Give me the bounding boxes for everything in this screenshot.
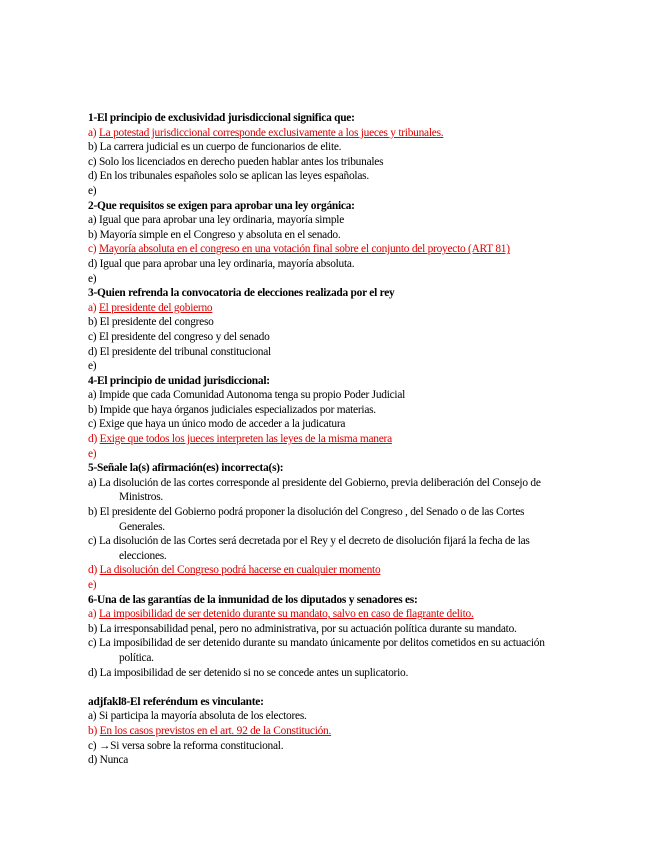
option-letter: a): [88, 608, 97, 621]
option-text: La disolución del Congreso podrá hacerse en cualquier momento: [99, 564, 381, 577]
question-1-option-b: [88, 140, 548, 155]
option-text: La imposibilidad de ser detenido durante su mandato únicamente por delitos cometidos en su actuación política.: [98, 637, 545, 664]
question-4-option-d: [88, 432, 548, 447]
question-5-option-e: [88, 578, 548, 593]
question-3-option-d: [88, 345, 548, 360]
blank-line: [88, 680, 548, 695]
question-2-option-e: [88, 272, 548, 287]
question-2-option-b: [88, 228, 548, 243]
option-letter: e): [88, 184, 97, 197]
option-letter: c): [88, 535, 97, 548]
question-5-option-d: [88, 563, 548, 578]
option-text: Nunca: [99, 754, 129, 767]
option-text: La disolución de las cortes corresponde al presidente del Gobierno, previa deliberación del Consejo de Ministros.: [98, 476, 541, 504]
option-text: En los casos previstos en el art. 92 de la Constitución.: [99, 724, 332, 737]
question-5-title: 5-Señale la(s) afirmación(es) incorrecta(s):: [88, 462, 284, 475]
option-letter: a): [88, 301, 97, 314]
question-1-title: 1-El principio de exclusividad jurisdiccional significa que:: [88, 112, 355, 124]
option-text: El presidente del Gobierno podrá proponer la disolución del Congreso , del Senado o de las Cortes Generales.: [99, 506, 525, 533]
question-3-option-c: [88, 330, 548, 345]
question-4-option-c: [88, 417, 548, 432]
question-6-option-b: [88, 622, 548, 637]
option-text: Igual que para aprobar una ley ordinaria, mayoría simple: [98, 214, 344, 227]
question-5-option-c: [88, 534, 548, 563]
question-2-title: 2-Que requisitos se exigen para aprobar una ley orgánica:: [88, 199, 355, 212]
question-4-option-e: [88, 447, 548, 462]
option-text: La imposibilidad de ser detenido durante su mandato, salvo en caso de flagrante delito.: [98, 608, 474, 621]
question-4-option-a: [88, 388, 548, 403]
question-5-option-a: [88, 476, 548, 505]
option-letter: d): [88, 170, 97, 183]
question-6-title: 6-Una de las garantías de la inmunidad de los diputados y senadores es:: [88, 593, 418, 606]
option-letter: c): [88, 637, 97, 650]
question-6-option-c: [88, 636, 548, 665]
option-letter: d): [88, 345, 97, 358]
option-letter: b): [88, 724, 97, 737]
option-text: Mayoría simple en el Congreso y absoluta en el senado.: [99, 228, 341, 241]
question-7-title: adjfakl8-El referéndum es vinculante:: [88, 695, 264, 708]
option-letter: d): [88, 433, 97, 446]
option-letter: a): [88, 476, 97, 489]
option-letter: d): [88, 754, 97, 767]
option-text: Impide que haya órganos judiciales especializados por materias.: [99, 403, 376, 416]
option-letter: e): [88, 272, 97, 285]
question-2-option-c: [88, 242, 548, 257]
question-7-option-c: [88, 739, 548, 754]
question-1-option-e: [88, 184, 548, 199]
option-letter: c): [88, 418, 97, 431]
question-1-option-a: [88, 126, 548, 141]
option-letter: c): [88, 739, 97, 752]
option-letter: e): [88, 447, 97, 460]
question-3-option-e: [88, 359, 548, 374]
option-text: Si participa la mayoría absoluta de los electores.: [98, 710, 307, 723]
option-letter: a): [88, 126, 97, 139]
question-4-title: 4-El principio de unidad jurisdiccional:: [88, 374, 270, 387]
option-text: →Si versa sobre la reforma constitucional.: [98, 739, 284, 752]
option-text: El presidente del gobierno: [98, 301, 213, 314]
option-text: El presidente del congreso y del senado: [98, 330, 270, 343]
option-text: La imposibilidad de ser detenido si no se concede antes un suplicatorio.: [99, 666, 409, 679]
question-2-option-d: [88, 257, 548, 272]
option-letter: b): [88, 141, 97, 154]
option-letter: a): [88, 710, 97, 723]
option-text: La irresponsabilidad penal, pero no administrativa, por su actuación política durante su mandato.: [99, 622, 517, 635]
question-3-option-b: [88, 315, 548, 330]
option-text: La disolución de las Cortes será decretada por el Rey y el decreto de disolución fijará la fecha de las elecciones.: [98, 535, 530, 562]
question-6-option-a: [88, 607, 548, 622]
option-letter: b): [88, 506, 97, 519]
option-letter: b): [88, 403, 97, 416]
question-5-option-b: [88, 505, 548, 534]
question-7-option-d: [88, 753, 548, 768]
option-letter: b): [88, 316, 97, 329]
option-letter: b): [88, 228, 97, 241]
option-letter: e): [88, 360, 97, 373]
option-letter: c): [88, 330, 97, 343]
option-text: Impide que cada Comunidad Autonoma tenga su propio Poder Judicial: [98, 389, 406, 402]
option-text: La carrera judicial es un cuerpo de funcionarios de elite.: [99, 141, 342, 154]
option-letter: d): [88, 257, 97, 270]
option-letter: e): [88, 579, 97, 591]
question-1-option-c: [88, 155, 548, 170]
option-letter: c): [88, 155, 97, 168]
option-text: Exige que todos los jueces interpreten las leyes de la misma manera: [99, 433, 392, 446]
question-1-option-d: [88, 169, 548, 184]
question-6-option-d: [88, 666, 548, 681]
option-letter: a): [88, 389, 97, 402]
option-text: Igual que para aprobar una ley ordinaria, mayoría absoluta.: [99, 257, 355, 270]
option-text: El presidente del tribunal constitucional: [99, 345, 271, 358]
option-text: El presidente del congreso: [99, 316, 214, 329]
option-text: En los tribunales españoles solo se aplican las leyes españolas.: [99, 170, 369, 183]
option-letter: b): [88, 622, 97, 635]
option-letter: a): [88, 214, 97, 227]
option-letter: c): [88, 243, 97, 256]
option-text: Solo los licenciados en derecho pueden hablar antes los tribunales: [98, 155, 384, 168]
question-7-option-b: [88, 724, 548, 739]
question-2-option-a: [88, 213, 548, 228]
exam-content: [88, 111, 548, 768]
option-letter: d): [88, 564, 97, 577]
question-3-title: 3-Quien refrenda la convocatoria de elecciones realizada por el rey: [88, 287, 395, 300]
option-text: La potestad jurisdiccional corresponde exclusivamente a los jueces y tribunales.: [98, 126, 444, 139]
option-letter: d): [88, 666, 97, 679]
question-4-option-b: [88, 403, 548, 418]
option-text: Mayoría absoluta en el congreso en una votación final sobre el conjunto del proyecto (ART 81): [98, 243, 510, 256]
question-7-option-a: [88, 709, 548, 724]
question-3-option-a: [88, 301, 548, 316]
option-text: Exige que haya un único modo de acceder a la judicatura: [98, 418, 346, 431]
